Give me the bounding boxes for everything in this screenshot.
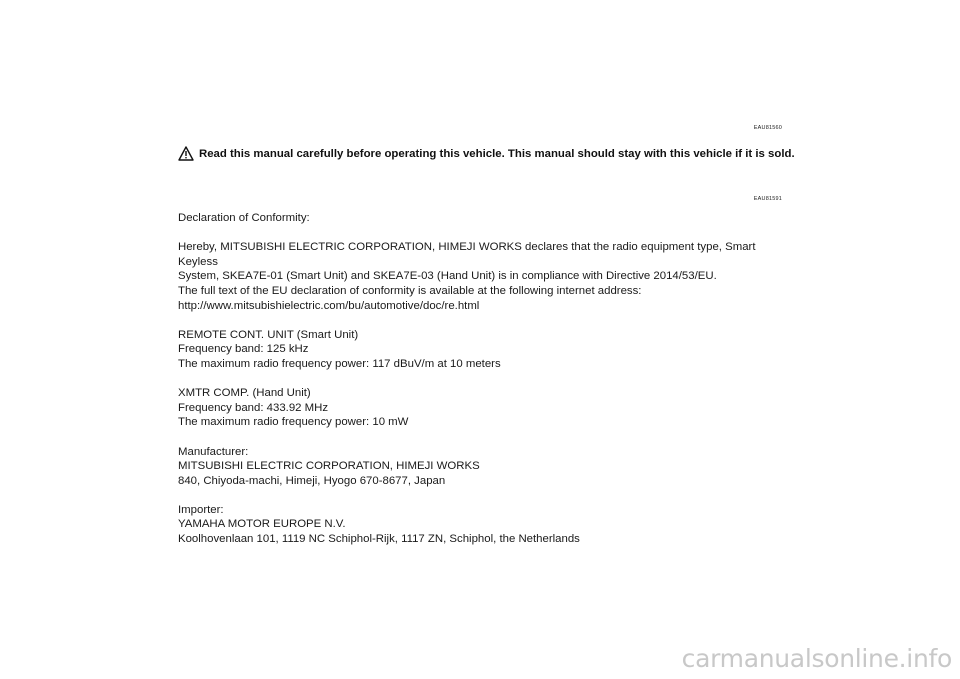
hand-unit-power: The maximum radio frequency power: 10 mW [178,416,409,429]
remote-unit-power: The maximum radio frequency power: 117 dBuV/m at 10 meters [178,357,501,370]
declaration-reference-code: EAU81591 [753,196,782,202]
manufacturer-name: MITSUBISHI ELECTRIC CORPORATION, HIMEJI WORKS [178,460,480,473]
declaration-line-1: Hereby, MITSUBISHI ELECTRIC CORPORATION, HIMEJI WORKS declares that the radio equipment type, Smart Keyless [178,241,756,268]
declaration-url: http://www.mitsubishielectric.com/bu/automotive/doc/re.html [178,299,480,312]
warning-notice [178,146,798,161]
hand-unit-frequency: Frequency band: 433.92 MHz [178,401,329,414]
remote-unit-name: REMOTE CONT. UNIT (Smart Unit) [178,328,359,341]
hand-unit-name: XMTR COMP. (Hand Unit) [178,387,311,400]
declaration-line-3: The full text of the EU declaration of conformity is available at the following internet address: [178,284,642,297]
importer-name: YAMAHA MOTOR EUROPE N.V. [178,518,346,531]
manufacturer-label: Manufacturer: [178,445,249,458]
warning-triangle-icon [178,146,194,161]
declaration-line-2: System, SKEA7E-01 (Smart Unit) and SKEA7E-03 (Hand Unit) is in compliance with Directive 2014/53/EU. [178,270,717,283]
declaration-heading: Declaration of Conformity: [178,212,310,224]
manufacturer-address: 840, Chiyoda-machi, Himeji, Hyogo 670-8677, Japan [178,474,446,487]
declaration-body [178,211,788,547]
warning-reference-code: EAU81560 [753,125,782,131]
importer-address: Koolhovenlaan 101, 1119 NC Schiphol-Rijk, 1117 ZN, Schiphol, the Netherlands [178,533,580,546]
remote-unit-frequency: Frequency band: 125 kHz [178,343,309,356]
watermark: carmanualsonline.info [681,644,952,673]
warning-text: Read this manual carefully before operating this vehicle. This manual should stay with this vehicle if it is sold. [199,147,795,160]
importer-label: Importer: [178,503,224,516]
